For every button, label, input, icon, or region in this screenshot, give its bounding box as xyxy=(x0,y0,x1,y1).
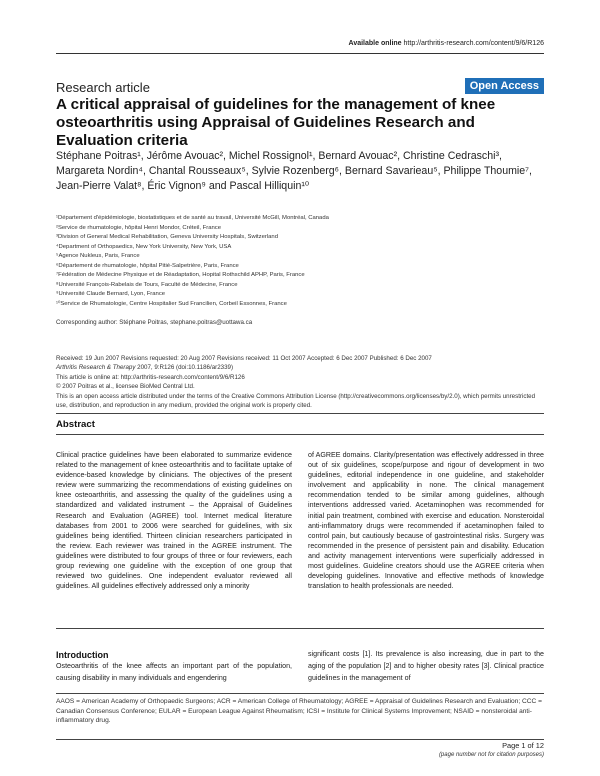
introduction-heading: Introduction xyxy=(56,650,109,660)
affiliation: ¹⁰Service de Rhumatologie, Centre Hospitalier Sud Francilien, Corbeil Essonnes, France xyxy=(56,300,287,307)
abbreviations-footnote: AAOS = American Academy of Orthopaedic Surgeons; ACR = American College of Rheumatology; AGREE = Appraisal of Guidelines Research and Evaluation; CCC = Canadian Consensus Conference; EULAR = European League Against Rheumatism; ICSI = Institute for Clinical Systems Improvement; NSAID = nonsteroidal anti-inflammatory drug. xyxy=(56,698,542,724)
affiliation-list xyxy=(56,214,544,309)
affiliation: ³Division of General Medical Rehabilitation, Geneva University Hospitals, Switzerland xyxy=(56,234,278,240)
affiliation: ¹Département d'épidémiologie, biostatistiques et de santé au travail, Université McGill, Montréal, Canada xyxy=(56,215,329,221)
abstract-column-left: Clinical practice guidelines have been elaborated to summarize evidence related to the management of knee osteoarthritis and to facilitate uptake of evidence-based knowledge by clinicians. The objectives of the present review were summarizing the recommendations of existing guidelines on knee osteoarthritis, and assessing the quality of the guidelines using a standardized and validated instrument – the Appraisal of Guidelines Research and Evaluation (AGREE) tool. Internet medical literature databases from 2001 to 2006 were searched for guidelines, with six guidelines being identified. Thirteen clinician researchers participated in the review. Each reviewer was trained in the AGREE instrument. The guidelines were distributed to four groups of three or four reviewers, each group reviewing one guideline with the exception of one group that reviewed two guidelines. One independent evaluator reviewed all guidelines. All guidelines effectively addressed only a minority xyxy=(56,451,292,591)
affiliation: ⁵Agence Nukleus, Paris, France xyxy=(56,253,140,259)
abstract-column-right: of AGREE domains. Clarity/presentation was effectively addressed in three out of six guidelines, scope/purpose and rigour of development in two guidelines, editorial independence in one guideline, and stakeholder involvement and applicability in none. The clinical management recommendation tended to be similar among guidelines, although interventions addressed varied. Acetaminophen was recommended for initial pain treatment, combined with exercise and education. Nonsteroidal anti-inflammatory drugs were recommended if acetaminophen failed to control pain, but cautiously because of gastrointestinal risks. Surgery was recommended in the presence of persistent pain and disability. Education and activity management interventions were superficially addressed in most guidelines. Guideline creators should use the AGREE criteria when developing guidelines. Innovative and effective methods of knowledge translation to health professionals are needed. xyxy=(308,451,544,591)
online-line: This article is online at: http://arthritis-research.com/content/9/6/R126 xyxy=(56,373,245,381)
footer-rule xyxy=(56,739,544,740)
article-title: A critical appraisal of guidelines for the management of knee osteoarthritis using Appraisal of Guidelines Research and Evaluation criteria xyxy=(56,96,496,149)
introduction-column-left: Osteoarthritis of the knee affects an important part of the population, causing disability in many individuals and engendering xyxy=(56,662,292,682)
open-access-badge: Open Access xyxy=(465,78,544,94)
page-number: Page 1 of 12 xyxy=(502,741,544,750)
publication-dates: Received: 19 Jun 2007 Revisions requested: 20 Aug 2007 Revisions received: 11 Oct 2007 Accepted: 6 Dec 2007 Published: 6 Dec 2007 xyxy=(56,355,432,362)
affiliation: ⁶Département de rhumatologie, hôpital Pitié-Salpetrière, Paris, France xyxy=(56,262,239,269)
corresponding-author: Corresponding author: Stéphane Poitras, stephane.poitras@uottawa.ca xyxy=(56,319,253,326)
availability-line xyxy=(349,40,544,47)
affiliation: ⁷Fédération de Médecine Physique et de Réadaptation, Hopital Rothschild APHP, Paris, France xyxy=(56,272,305,278)
author-list: Stéphane Poitras¹, Jérôme Avouac², Michel Rossignol¹, Bernard Avouac², Christine Cedraschi³, Margareta Nordin⁴, Chantal Rousseaux⁵, Sylvie Rozenberg⁶, Bernard Savarieau⁵, Philippe Thoumie⁷, Jean-Pierre Valat⁸, Éric Vignon⁹ and Pascal Hilliquin¹⁰ xyxy=(56,150,532,192)
article-type: Research article xyxy=(56,80,150,95)
citation-details: 2007, 9:R126 (doi:10.1186/ar2339) xyxy=(135,364,234,372)
footnote-rule xyxy=(56,693,544,694)
availability-label: Available online xyxy=(348,40,402,47)
journal-name: Arthritis Research & Therapy xyxy=(56,364,136,372)
citation xyxy=(56,363,544,372)
abstract-top-rule xyxy=(56,413,544,414)
article-metadata xyxy=(56,354,544,410)
header-rule xyxy=(56,53,544,54)
abstract-bottom-rule xyxy=(56,628,544,629)
affiliation: ⁹Université Claude Bernard, Lyon, France xyxy=(56,291,166,297)
affiliation: ⁴Department of Orthopaedics, New York University, New York, USA xyxy=(56,243,232,250)
page-number-note: (page number not for citation purposes) xyxy=(438,752,544,758)
copyright-line: © 2007 Poitras et al., licensee BioMed Central Ltd. xyxy=(56,383,195,391)
introduction-column-right: significant costs [1]. Its prevalence is also increasing, due in part to the aging of the population [2] and to higher obesity rates [3]. Clinical practice guidelines in the management of xyxy=(308,650,544,682)
abstract-heading-rule xyxy=(56,434,544,435)
availability-url[interactable]: http://arthritis-research.com/content/9/6/R126 xyxy=(403,40,544,47)
abstract-heading: Abstract xyxy=(56,419,95,430)
affiliation: ²Service de rhumatologie, hôpital Henri Mondor, Créteil, France xyxy=(56,224,222,231)
license-line: This is an open access article distributed under the terms of the Creative Commons Attribution License (http://creativecommons.org/licenses/by/2.0), which permits unrestricted use, distribution, and reproduction in any medium, provided the original work is properly cited. xyxy=(56,392,536,410)
affiliation: ⁸Université François-Rabelais de Tours, Faculté de Médecine, France xyxy=(56,281,238,288)
